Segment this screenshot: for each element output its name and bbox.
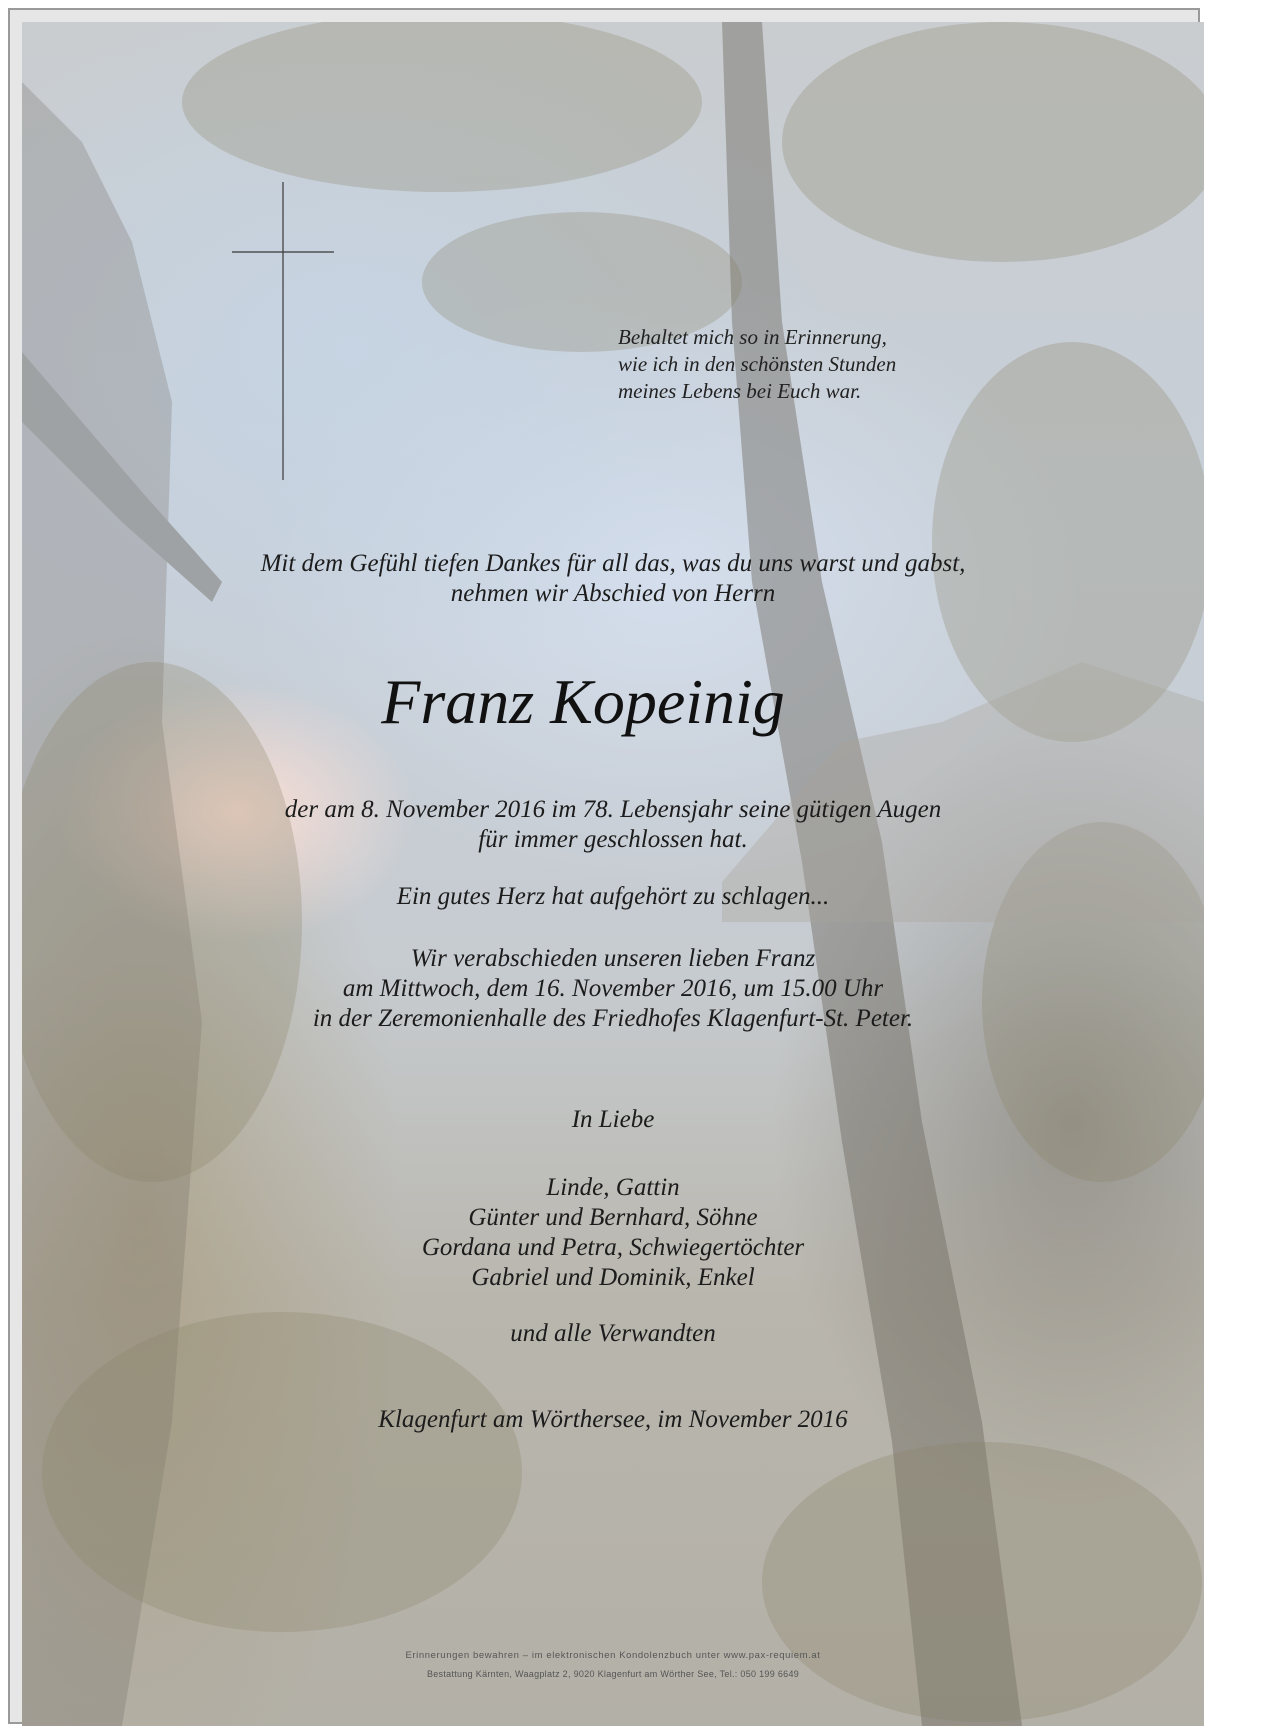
place-date: Klagenfurt am Wörthersee, im November 2016 [378,1406,848,1433]
background-landscape-photo [22,22,1204,1726]
motto-quote [618,324,896,405]
ceremony-line: am Mittwoch, dem 16. November 2016, um 15.00 Uhr [342,975,884,1002]
cross-icon [22,22,1204,1726]
mourners-list [22,1173,1204,1293]
closing-phrase: In Liebe [571,1106,655,1133]
obituary-card [8,8,1200,1724]
mourner-entry: Gabriel und Dominik, Enkel [471,1264,755,1291]
ceremony-details [22,944,1204,1034]
death-notice-line: der am 8. November 2016 im 78. Lebensjahr seine gütigen Augen [284,796,942,823]
intro-text [22,549,1204,609]
ceremony-line: in der Zeremonienhalle des Friedhofes Klagenfurt-St. Peter. [312,1005,914,1032]
motto-line: wie ich in den schönsten Stunden [618,352,897,376]
footer-funeral-home-address: Bestattung Kärnten, Waagplatz 2, 9020 Klagenfurt am Wörther See, Tel.: 050 199 6649 [426,1669,800,1679]
mourner-entry: Linde, Gattin [546,1174,680,1201]
motto-line: meines Lebens bei Euch war. [618,379,862,403]
intro-line: Mit dem Gefühl tiefen Dankes für all das, was du uns warst und gabst, [260,550,966,577]
heart-line: Ein gutes Herz hat aufgehört zu schlagen... [396,883,830,910]
footer-condolence-link[interactable]: Erinnerungen bewahren – im elektronischen Kondolenzbuch unter www.pax-requiem.at [405,1650,821,1661]
mourner-entry: Gordana und Petra, Schwiegertöchter [421,1234,805,1261]
ceremony-line: Wir verabschieden unseren lieben Franz [410,945,816,972]
deceased-name: Franz Kopeinig [381,666,785,737]
death-notice [22,795,1204,855]
relatives-line: und alle Verwandten [510,1320,716,1347]
motto-line: Behaltet mich so in Erinnerung, [618,325,887,349]
mourner-entry: Günter und Bernhard, Söhne [468,1204,758,1231]
death-notice-line: für immer geschlossen hat. [478,826,748,853]
intro-line: nehmen wir Abschied von Herrn [450,580,776,607]
